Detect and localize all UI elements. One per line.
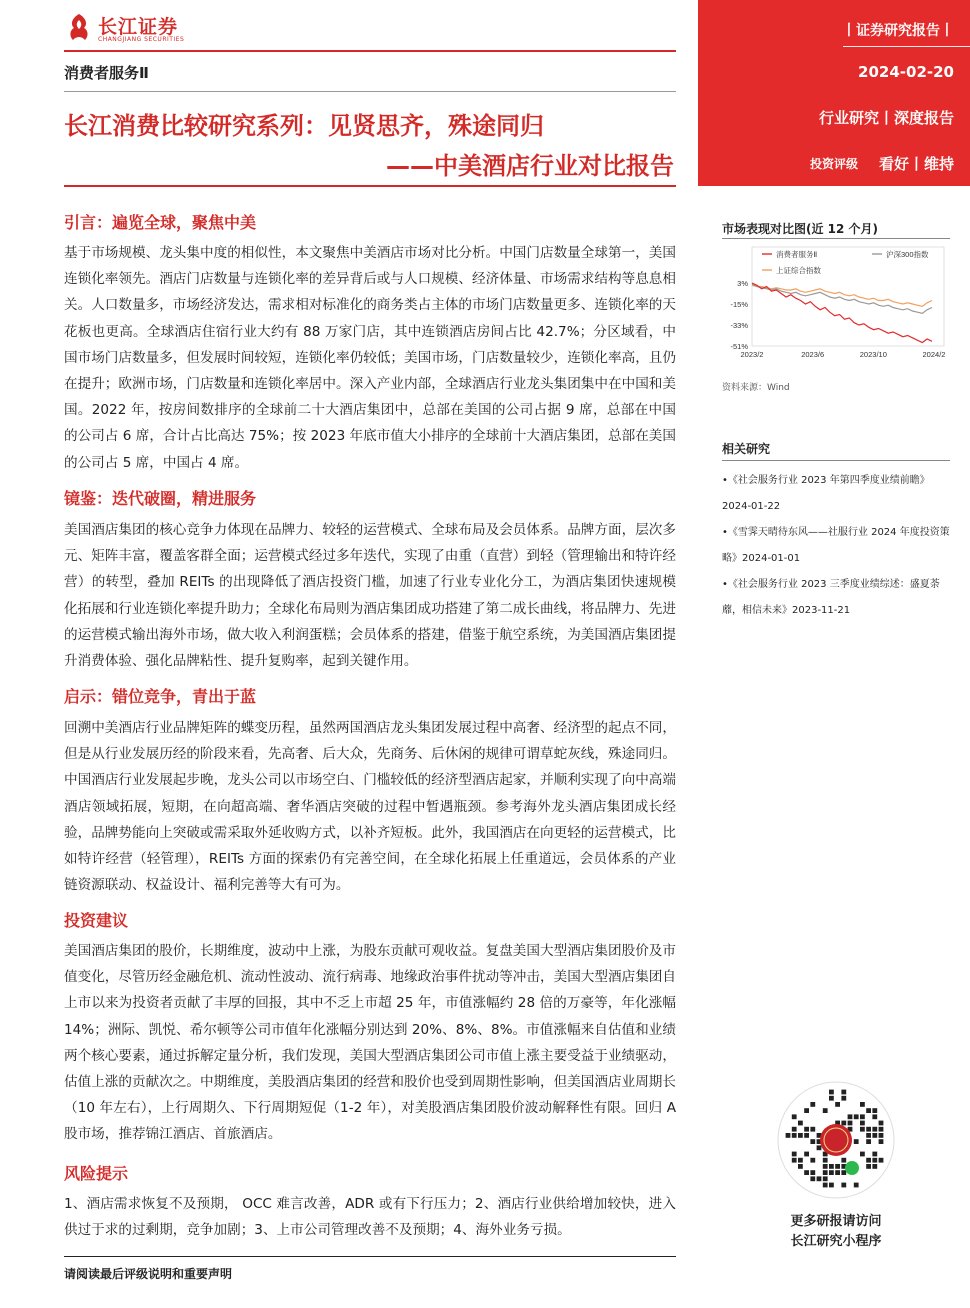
legend-label: 上证综合指数 <box>776 266 821 275</box>
footer-note: 请阅读最后评级说明和重要声明 <box>64 1267 233 1281</box>
logo-english: CHANGJIANG SECURITIES <box>98 36 185 43</box>
y-tick-label: -15% <box>730 300 748 309</box>
report-type: 丨证券研究报告丨 <box>842 23 954 39</box>
company-logo <box>64 10 204 46</box>
report-category: 行业研究丨深度报告 <box>818 109 954 127</box>
qr-caption-1: 更多研报请访问 <box>790 1214 882 1229</box>
section-text-intro: 基于市场规模、龙头集中度的相似性，本文聚焦中美酒店市场对比分析。中国门店数量全球第一，美国连锁化率领先。酒店门店数量与连锁化率的差异背后或与人口规模、经济体量、市场需求结构等息息相关。人口数量多，市场经济发达，需求相对标准化的商务类占主体的市场门店数量更多、连锁化率的天花板也更高。全球酒店住宿行业大约有 88 万家门店，其中连锁酒店房间占比 42.7%；分区域看，中国市场门店数量多，但发展时间较短，连锁化率仍较低；美国市场，门店数量较少，连锁化率高，且仍在提升；欧洲市场，门店数量和连锁化率居中。深入产业内部，全球酒店行业龙头集团集中在中国和美国。2022 年，按房间数排序的全球前二十大酒店集团中，总部在美国的公司占据 9 席，总部在中国的公司占 6 席，合计占比高达 75%；按 2023 年底市值大小排序的全球前十大酒店集团，总部在美国的公司占 5 席，中国占 4 席。 <box>64 245 676 471</box>
x-tick-label: 2023/10 <box>859 350 887 359</box>
related-item[interactable]: •《雪霁天晴待东风——社服行业 2024 年度投资策略》2024-01-01 <box>722 527 950 564</box>
related-item[interactable]: •《社会服务行业 2023 年第四季度业绩前瞻》2024-01-22 <box>722 475 930 512</box>
logo-text: 长江证券 <box>98 16 179 38</box>
section-text-lessons: 美国酒店集团的核心竞争力体现在品牌力、较轻的运营模式、全球布局及会员体系。品牌方面，层次多元、矩阵丰富，覆盖客群全面；运营模式经过多年迭代，实现了由重（直营）到轻（管理输出和特许经营）的转型，叠加 REITs 的出现降低了酒店投资门槛，加速了行业专业化分工，为酒店集团快速规模化拓展和行业连锁化率提升助力；全球化布局则为酒店集团成功搭建了第二成长曲线，将品牌力、先进的运营模式输出海外市场，做大收入利润蛋糕；会员体系的搭建，借鉴于航空系统，为美国酒店集团提升消费体验、强化品牌粘性、提升复购率，起到关键作用。 <box>64 522 676 670</box>
legend-label: 消费者服务Ⅱ <box>776 250 818 259</box>
rating-value: 看好丨维持 <box>878 155 954 173</box>
report-date: 2024-02-20 <box>858 63 954 81</box>
section-heading-insights: 启示：错位竞争，青出于蓝 <box>64 687 257 706</box>
chart-title-divider <box>722 238 950 239</box>
legend-label: 沪深300指数 <box>886 250 929 259</box>
sector-divider <box>64 91 676 92</box>
report-title: 长江消费比较研究系列：见贤思齐，殊途同归 <box>64 112 544 140</box>
section-text-insights: 回溯中美酒店行业品牌矩阵的蝶变历程，虽然两国酒店龙头集团发展过程中高奢、经济型的起点不同，但是从行业发展历经的阶段来看，先高奢、后大众，先商务、后休闲的规律可谓草蛇灰线，殊途同归。中国酒店行业发展起步晚，龙头公司以市场空白、门槛较低的经济型酒店起家，并顺利实现了向中高端酒店领域拓展，短期，在向超高端、奢华酒店突破的过程中暂遇瓶颈。参考海外龙头酒店集团成长经验，品牌势能向上突破或需采取外延收购方式，以补齐短板。此外，我国酒店在向更轻的运营模式，比如特许经营（轻管理），REITs 方面的探索仍有完善空间，在全球化拓展上任重道远，会员体系的产业链资源联动、权益设计、福利完善等大有可为。 <box>64 720 676 894</box>
section-heading-investment: 投资建议 <box>64 911 129 930</box>
section-heading-lessons: 镜鉴：迭代破圈，精进服务 <box>64 489 257 508</box>
related-item[interactable]: •《社会服务行业 2023 三季度业绩综述：盛夏荼蘼，相信未来》2023-11-21 <box>722 579 940 616</box>
panel-divider <box>843 46 970 47</box>
plot-frame <box>752 247 944 346</box>
sector-label: 消费者服务Ⅱ <box>64 64 149 82</box>
logo-mark-icon <box>64 12 94 42</box>
series-line <box>752 283 932 343</box>
series-line <box>752 285 932 306</box>
x-tick-label: 2023/2 <box>740 350 764 359</box>
chart-source: 资料来源：Wind <box>722 383 790 393</box>
y-tick-label: -33% <box>730 321 748 330</box>
report-subtitle: ——中美酒店行业对比报告 <box>386 152 674 180</box>
header-divider <box>64 50 676 52</box>
footer-divider <box>64 1256 676 1257</box>
x-tick-label: 2024/2 <box>922 350 946 359</box>
chart-title: 市场表现对比图(近 12 个月) <box>722 222 879 236</box>
section-text-risks: 1、酒店需求恢复不及预期， OCC 难言改善，ADR 或有下行压力；2、酒店行业供给增加较快，进入供过于求的过剩期，竞争加剧；3、上市公司管理改善不及预期；4、海外业务亏损。 <box>64 1196 676 1239</box>
qr-caption-2: 长江研究小程序 <box>790 1234 882 1249</box>
section-heading-intro: 引言：遍览全球，聚焦中美 <box>64 213 257 232</box>
qr-code-icon[interactable] <box>776 1080 896 1200</box>
y-tick-label: 3% <box>737 279 748 288</box>
section-heading-risks: 风险提示 <box>64 1164 129 1183</box>
related-research-title: 相关研究 <box>722 442 771 456</box>
section-text-investment: 美国酒店集团的股价，长期维度，波动中上涨，为股东贡献可观收益。复盘美国大型酒店集团股价及市值变化，尽管历经金融危机、流动性波动、流行病毒、地缘政治事件扰动等冲击，美国大型酒店集团自上市以来为投资者贡献了丰厚的回报，其中不乏上市超 25 年，市值涨幅约 28 倍的万豪等，年化涨幅 14%；洲际、凯悦、希尔顿等公司市值年化涨幅分别达到 20%、8%、8%。市值涨幅来自估值和业绩两个核心要素，通过拆解定量分析，我们发现，美国大型酒店集团公司市值上涨主要受益于业绩驱动，估值上涨的贡献次之。中期维度，美股酒店集团的经营和股价也受到周期性影响，但美国酒店业周期长（10 年左右），上行周期久、下行周期短促（1-2 年），对美股酒店集团股价波动解释性有限。回归 A 股市场，推荐锦江酒店、首旅酒店。 <box>64 943 676 1143</box>
rating-label: 投资评级 <box>810 157 859 171</box>
y-tick-label: -51% <box>730 342 748 351</box>
related-research-divider <box>722 460 950 461</box>
title-divider <box>64 185 676 187</box>
x-tick-label: 2023/6 <box>801 350 825 359</box>
market-performance-chart <box>722 243 950 361</box>
